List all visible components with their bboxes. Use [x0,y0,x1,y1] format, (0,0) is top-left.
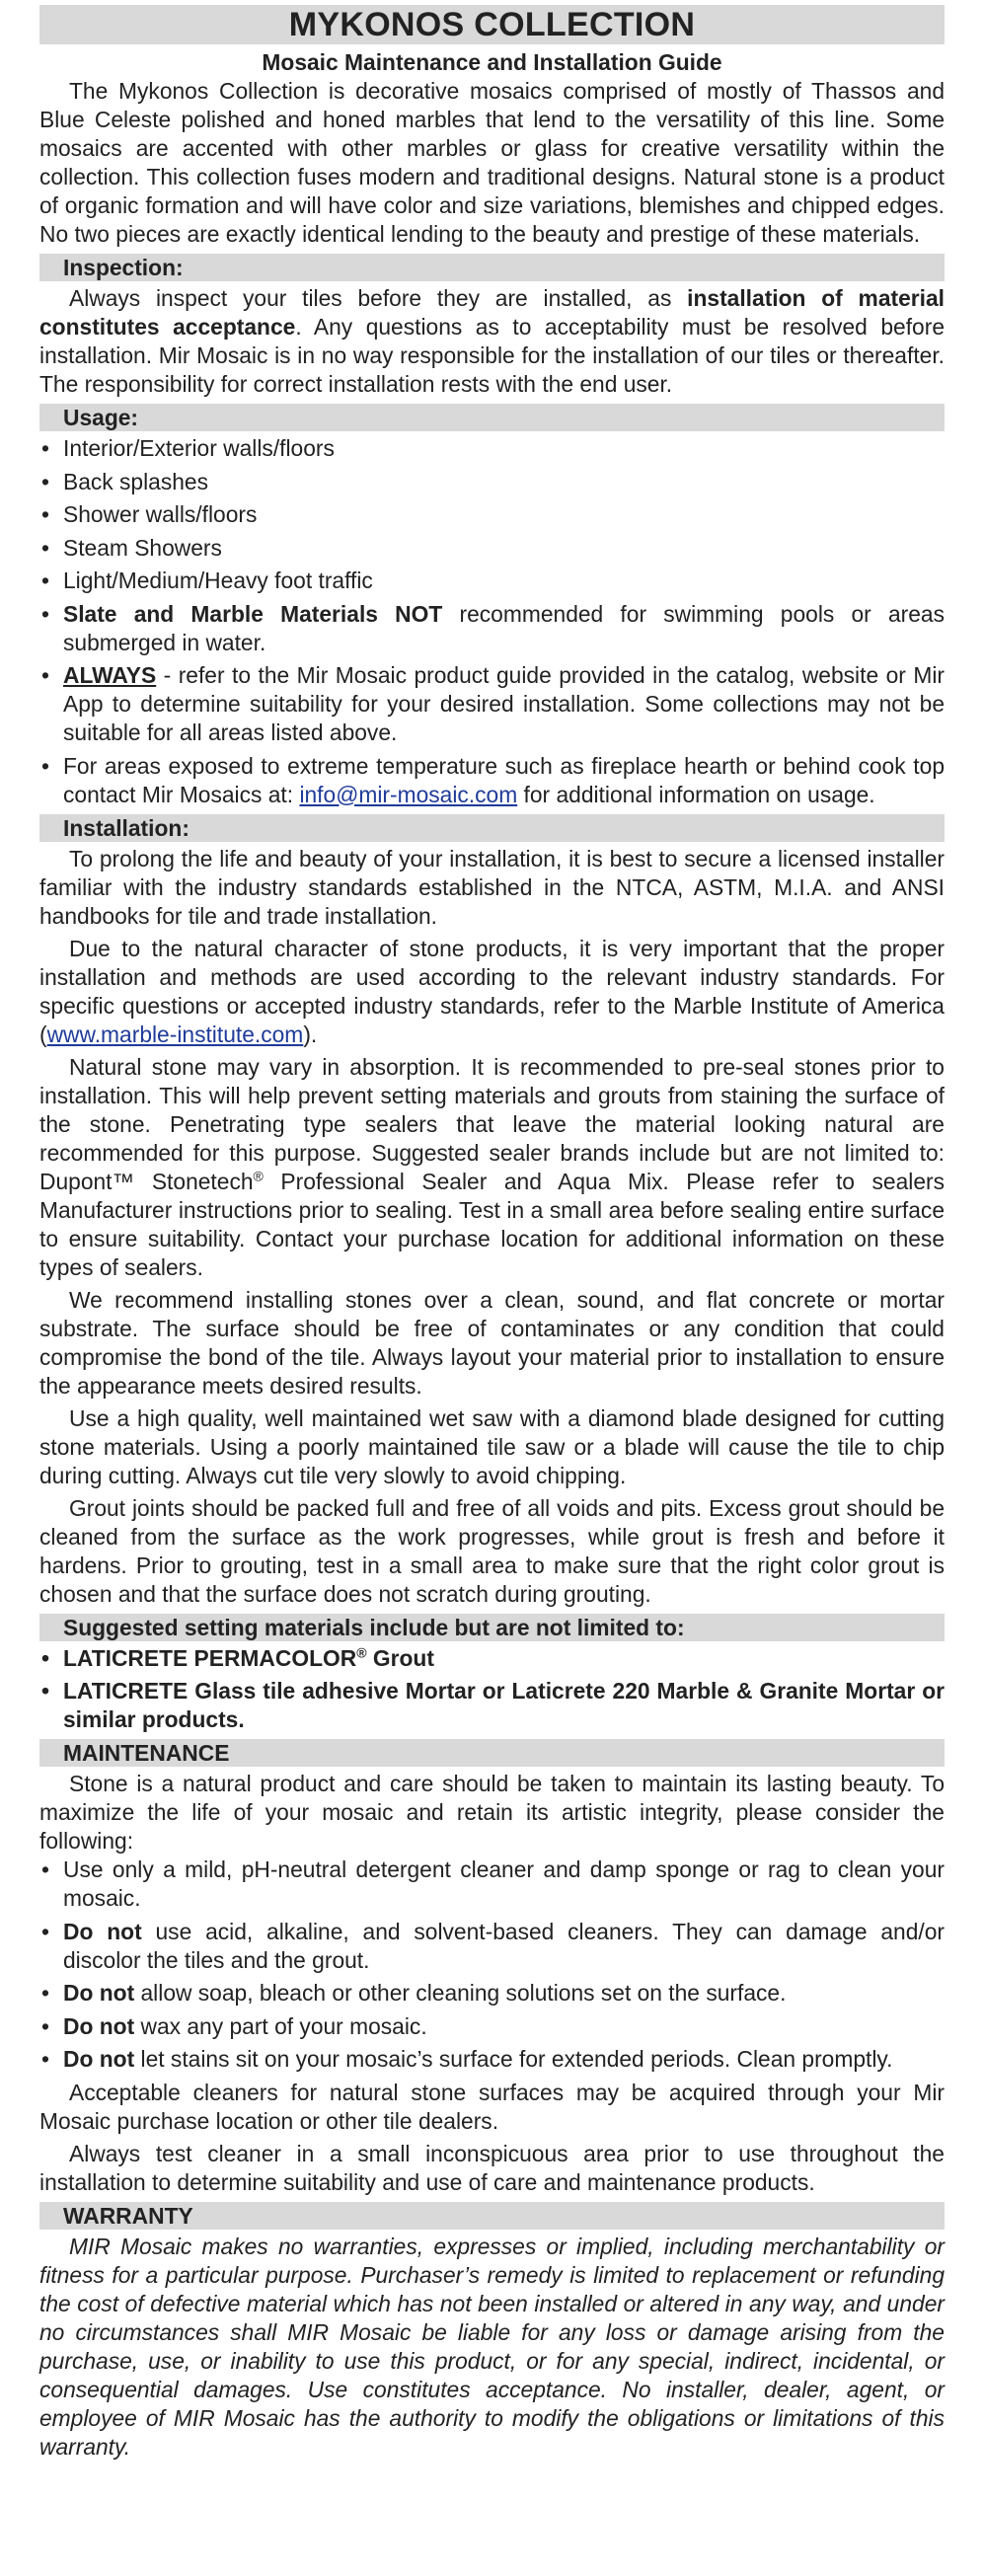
bullet: • [41,662,49,688]
bullet: • [41,752,49,779]
warranty-paragraph: MIR Mosaic makes no warranties, expresses or implied, including merchantability or fitness for a particular purpose. Purchaser’s remedy is limited to replacement or refunding the cost of defective material which has not been installed or altered in any way, and under no circumstances shall MIR Mosaic be liable for any loss or damage arising from the purchase, use, or inability to use this product, or for any special, indirect, incidental, or consequential damages. Use constitutes acceptance. No installer, dealer, agent, or employee of MIR Mosaic has the authority to modify the obligations or limitations of this warranty. [39,2233,945,2460]
list-item: • Do not use acid, alkaline, and solvent-based cleaners. They can damage and/or discolor the tiles and the grout. [41,1918,946,1973]
setting-materials-list [39,1644,945,1735]
section-heading-maintenance: MAINTENANCE [39,1739,945,1767]
email-link[interactable]: info@mir-mosaic.com [299,781,518,807]
installation-paragraph: We recommend installing stones over a clean, sound, and flat concrete or mortar substrate. The surface should be free of contaminates or any condition that could compromise the bond of the tile. Always layout your material prior to installation to ensure the appearance meets desired results. [39,1286,945,1399]
maintenance-list [39,1856,945,2074]
section-heading-setting-materials: Suggested setting materials include but are not limited to: [39,1614,945,1641]
bullet: • [41,501,49,527]
bullet: • [41,1678,49,1704]
list-item: • Do not wax any part of your mosaic. [41,2012,427,2039]
bullet: • [41,600,49,627]
section-heading-inspection: Inspection: [39,254,945,281]
bullet: • [41,1644,49,1671]
list-item: • Light/Medium/Heavy foot traffic [41,568,373,593]
installation-paragraph: To prolong the life and beauty of your installation, it is best to secure a licensed installer familiar with the industry standards established in the NTCA, ASTM, M.I.A. and ANSI handbooks for tile and trade installation. [39,845,945,929]
installation-paragraph: Grout joints should be packed full and free of all voids and pits. Excess grout should be cleaned from the surface as the work progresses, while grout is fresh and before it hardens. Prior to grouting, test in a small area to make sure that the right color grout is chosen and that the surface does not scratch during grouting. [39,1494,945,1607]
installation-paragraph: Use a high quality, well maintained wet saw with a diamond blade designed for cutting stone materials. Using a poorly maintained tile saw or a blade will cause the tile to chip during cutting. Always cut tile very slowly to avoid chipping. [39,1404,945,1488]
marble-institute-link[interactable]: www.marble-institute.com [46,1021,304,1047]
list-item: • Slate and Marble Materials NOT recommended for swimming pools or areas submerged in water. [41,600,945,655]
maintenance-paragraph: Acceptable cleaners for natural stone surfaces may be acquired through your Mir Mosaic purchase location or other tile dealers. [39,2079,945,2134]
installation-paragraph: Due to the natural character of stone products, it is very important that the proper installation and methods are used according to the relevant industry standards. For specific questions or accepted industry standards, refer to the Marble Institute of America (www.marble-institute.com). [39,935,945,1047]
list-item: • Back splashes [41,468,208,494]
bullet: • [41,435,49,461]
list-item: • LATICRETE PERMACOLOR® Grout [41,1643,434,1671]
bullet: • [41,1918,49,1944]
document-page [0,5,984,2576]
bullet: • [41,2012,49,2039]
list-item: • Do not allow soap, bleach or other cleaning solutions set on the surface. [41,1980,787,2006]
bullet: • [41,468,49,494]
maintenance-paragraph: Stone is a natural product and care should be taken to maintain its lasting beauty. To maximize the life of your mosaic and retain its artistic integrity, please consider the following: [39,1771,945,1854]
section-heading-usage: Usage: [39,404,945,431]
list-item: • ALWAYS - refer to the Mir Mosaic product guide provided in the catalog, website or Mir App to determine suitability for your desired installation. Some collections may not be suitable for all areas listed above. [41,662,945,745]
maintenance-paragraph: Always test cleaner in a small inconspicuous area prior to use throughout the installation to determine suitability and use of care and maintenance products. [39,2140,945,2195]
bullet: • [41,534,49,561]
list-item: • LATICRETE Glass tile adhesive Mortar or Laticrete 220 Marble & Granite Mortar or similar products. [41,1678,945,1732]
list-item: • Shower walls/floors [41,501,258,527]
intro-paragraph: The Mykonos Collection is decorative mosaics comprised of mostly of Thassos and Blue Celeste polished and honed marbles that lend to the versatility of this line. Some mosaics are accented with other marbles or glass for creative versatility within the collection. This collection fuses modern and traditional designs. Natural stone is a product of organic formation and will have color and size variations, blemishes and chipped edges. No two pieces are exactly identical lending to the beauty and prestige of these materials. [39,78,945,247]
installation-paragraph: Natural stone may vary in absorption. It is recommended to pre-seal stones prior to installation. This will help prevent setting materials and grouts from staining the surface of the stone. Penetrating type sealers that leave the material looking natural are recommended for this purpose. Suggested sealer brands include but are not limited to: Dupont™ Stonetech® Professional Sealer and Aqua Mix. Please refer to sealers Manufacturer instructions prior to sealing. Test in a small area before sealing entire surface to ensure suitability. Contact your purchase location for additional information on these types of sealers. [39,1053,945,1280]
bullet: • [41,2046,49,2072]
bullet: • [41,568,49,593]
list-item: • Steam Showers [41,534,222,561]
list-item: • Use only a mild, pH-neutral detergent cleaner and damp sponge or rag to clean your mosaic. [41,1856,945,1911]
list-item: • For areas exposed to extreme temperature such as fireplace hearth or behind cook top contact Mir Mosaics at: info@mir-mosaic.com for additional information on usage. [41,752,945,807]
list-item: • Do not let stains sit on your mosaic’s surface for extended periods. Clean promptly. [41,2046,893,2072]
bullet: • [41,1980,49,2006]
page-subtitle: Mosaic Maintenance and Installation Guide [262,49,722,75]
section-heading-warranty: WARRANTY [39,2202,945,2230]
list-item: • Interior/Exterior walls/floors [41,435,335,461]
bullet: • [41,1856,49,1882]
section-heading-installation: Installation: [39,814,945,842]
page-title: MYKONOS COLLECTION [39,5,945,44]
inspection-paragraph: Always inspect your tiles before they are installed, as installation of material constitutes acceptance. Any questions as to acceptability must be resolved before installation. Mir Mosaic is in no way responsible for the installation of our tiles or thereafter. The responsibility for correct installation rests with the end user. [39,285,945,397]
usage-list [39,434,945,809]
